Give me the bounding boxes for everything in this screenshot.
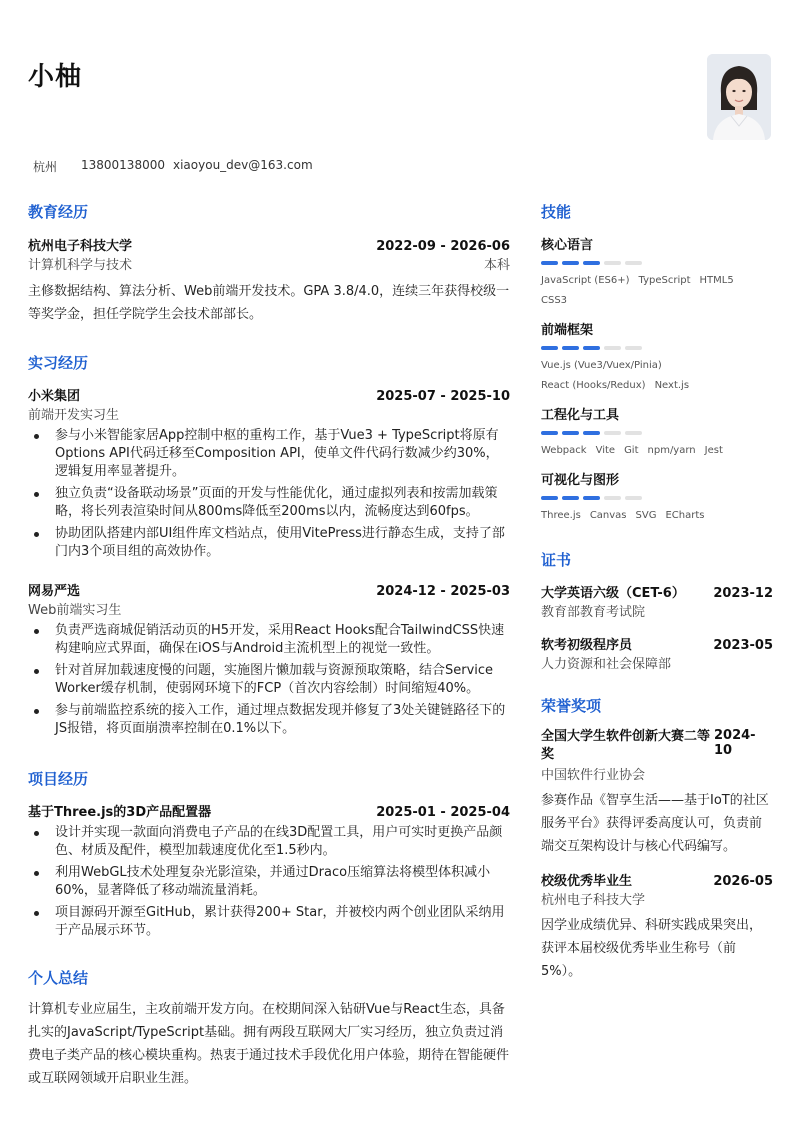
internship-company: 网易严选 — [28, 584, 81, 599]
main-column — [28, 200, 510, 1090]
skill-level-segment — [625, 431, 642, 435]
skill-level-segment — [583, 431, 600, 435]
skill-tags — [541, 506, 773, 526]
project-period: 2025-01 - 2025-04 — [376, 805, 510, 820]
skill-level-bar — [541, 431, 773, 435]
skill-tag: Git — [624, 445, 639, 456]
list-item: 设计并实现一款面向消费电子产品的在线3D配置工具，用户可实时更换产品颜色、材质及配件，模型加载速度优化至1.5秒内。 — [28, 824, 510, 860]
resume-name: 小柚 — [28, 62, 83, 92]
education-degree: 本科 — [483, 258, 510, 273]
skill-level-segment — [541, 496, 558, 500]
award-header — [541, 728, 773, 764]
contact-email: xiaoyou_dev@163.com — [173, 158, 313, 172]
skill-level-segment — [541, 431, 558, 435]
skill-tag: HTML5 — [699, 275, 734, 286]
award-name: 校级优秀毕业生 — [541, 874, 633, 889]
internship-bullets — [28, 427, 510, 561]
cert-item — [541, 634, 773, 672]
skill-level-segment — [583, 261, 600, 265]
award-header — [541, 870, 773, 889]
contact-city: 杭州 — [33, 160, 58, 174]
skill-group-name: 前端框架 — [541, 323, 594, 338]
skill-tag: Next.js — [654, 380, 690, 391]
internship-header — [28, 385, 510, 404]
list-item: 协助团队搭建内部UI组件库文档站点，使用VitePress进行静态生成，支持了部门内3个项目组的高效协作。 — [28, 525, 510, 561]
cert-item — [541, 582, 773, 620]
award-issuer: 中国软件行业协会 — [541, 768, 646, 783]
skill-tag: TypeScript — [638, 275, 691, 286]
award-name: 全国大学生软件创新大赛二等奖 — [541, 729, 711, 762]
cert-date: 2023-05 — [713, 638, 773, 653]
skill-level-segment — [562, 346, 579, 350]
cert-name: 大学英语六级（CET-6） — [541, 586, 685, 601]
skill-tags — [541, 356, 773, 396]
skill-group-name: 核心语言 — [541, 238, 594, 253]
side-column — [541, 200, 773, 983]
education-major: 计算机科学与技术 — [28, 258, 133, 273]
award-issuer: 杭州电子科技大学 — [541, 893, 646, 908]
internship-period: 2025-07 - 2025-10 — [376, 389, 510, 404]
internship-role: Web前端实习生 — [28, 603, 122, 618]
skill-tag: Vue.js (Vue3/Vuex/Pinia) — [541, 360, 662, 371]
skill-level-segment — [604, 261, 621, 265]
education-period: 2022-09 - 2026-06 — [376, 239, 510, 254]
education-subheader — [28, 254, 510, 273]
skill-tag: SVG — [635, 510, 657, 521]
skill-level-segment — [583, 346, 600, 350]
award-item — [541, 870, 773, 983]
internship-bullets — [28, 622, 510, 738]
project-header — [28, 801, 510, 820]
skill-level-segment — [625, 261, 642, 265]
skill-level-segment — [625, 346, 642, 350]
skill-level-segment — [583, 496, 600, 500]
cert-date: 2023-12 — [713, 586, 773, 601]
skill-level-bar — [541, 346, 773, 350]
skill-tag: Vite — [595, 445, 616, 456]
skill-level-segment — [604, 346, 621, 350]
project-title: 项目经历 — [28, 770, 89, 788]
education-title: 教育经历 — [28, 203, 89, 221]
internship-role: 前端开发实习生 — [28, 408, 120, 423]
skill-level-segment — [562, 261, 579, 265]
avatar-portrait-icon — [707, 54, 771, 140]
skill-tag: React (Hooks/Redux) — [541, 380, 646, 391]
skill-tag: Webpack — [541, 445, 587, 456]
skill-group — [541, 234, 773, 311]
internship-company: 小米集团 — [28, 389, 81, 404]
skill-level-segment — [541, 346, 558, 350]
award-date: 2026-05 — [713, 874, 773, 889]
profile-photo — [707, 54, 771, 140]
skill-tags — [541, 441, 773, 461]
education-header — [28, 235, 510, 254]
internship-item — [28, 385, 510, 561]
project-name: 基于Three.js的3D产品配置器 — [28, 805, 212, 820]
list-item: 利用WebGL技术处理复杂光影渲染，并通过Draco压缩算法将模型体积减小60%，显著降低了移动端流量消耗。 — [28, 864, 510, 900]
awards-title: 荣誉奖项 — [541, 697, 602, 715]
list-item: 项目源码开源至GitHub，累计获得200+ Star，并被校内两个创业团队采纳用于产品展示环节。 — [28, 904, 510, 940]
internship-header — [28, 580, 510, 599]
skill-tags — [541, 271, 773, 311]
skill-level-segment — [541, 261, 558, 265]
internship-period: 2024-12 - 2025-03 — [376, 584, 510, 599]
skill-tag: CSS3 — [541, 295, 568, 306]
skill-level-segment — [604, 431, 621, 435]
education-school: 杭州电子科技大学 — [28, 239, 133, 254]
skill-level-segment — [562, 431, 579, 435]
award-item — [541, 728, 773, 858]
cert-issuer: 人力资源和社会保障部 — [541, 657, 672, 672]
summary-title: 个人总结 — [28, 969, 89, 987]
skill-group — [541, 469, 773, 526]
education-desc: 主修数据结构、算法分析、Web前端开发技术。GPA 3.8/4.0，连续三年获得校级一等奖学金，担任学院学生会技术部部长。 — [28, 284, 510, 322]
award-desc: 参赛作品《智享生活——基于IoT的社区服务平台》获得评委高度认可，负责前端交互架构设计与核心代码编写。 — [541, 793, 769, 854]
skill-group-name: 工程化与工具 — [541, 408, 620, 423]
certs-title: 证书 — [541, 551, 572, 569]
skill-level-segment — [625, 496, 642, 500]
skill-level-bar — [541, 261, 773, 265]
skill-level-segment — [604, 496, 621, 500]
skill-group — [541, 319, 773, 396]
list-item: 针对首屏加载速度慢的问题，实施图片懒加载与资源预取策略，结合Service Worker缓存机制，使弱网环境下的FCP（首次内容绘制）时间缩短40%。 — [28, 662, 510, 698]
award-date: 2024-10 — [714, 728, 756, 758]
skill-tag: ECharts — [665, 510, 705, 521]
list-item: 参与前端监控系统的接入工作，通过埋点数据发现并修复了3处关键链路径下的JS报错，将页面崩溃率控制在0.1%以下。 — [28, 702, 510, 738]
contact-info — [33, 158, 313, 175]
skills-title: 技能 — [541, 203, 572, 221]
summary-text: 计算机专业应届生，主攻前端开发方向。在校期间深入钻研Vue与React生态，具备扎实的JavaScript/TypeScript基础。拥有两段互联网大厂实习经历，独立负责过消费电子类产品的核心模块重构。热衷于通过技术手段优化用户体验，期待在智能硬件或互联网领域开启职业生涯。 — [28, 1002, 510, 1086]
skill-group — [541, 404, 773, 461]
list-item: 负责严选商城促销活动页的H5开发，采用React Hooks配合TailwindCSS快速构建响应式界面，确保在iOS与Android主流机型上的视觉一致性。 — [28, 622, 510, 658]
skill-tag: Jest — [704, 445, 723, 456]
skill-group-name: 可视化与图形 — [541, 473, 620, 488]
skill-tag: JavaScript (ES6+) — [541, 275, 630, 286]
skill-tag: Three.js — [541, 510, 581, 521]
contact-phone: 13800138000 — [81, 158, 165, 172]
internship-item — [28, 580, 510, 738]
project-bullets — [28, 824, 510, 940]
cert-issuer: 教育部教育考试院 — [541, 605, 646, 620]
award-desc: 因学业成绩优异、科研实践成果突出，获评本届校级优秀毕业生称号（前5%）。 — [541, 918, 763, 979]
cert-name: 软考初级程序员 — [541, 638, 633, 653]
skill-tag: npm/yarn — [647, 445, 696, 456]
list-item: 参与小米智能家居App控制中枢的重构工作，基于Vue3 + TypeScript将原有Options API代码迁移至Composition API，使单文件代码行数减少约30%，逻辑复用率显著提升。 — [28, 427, 510, 481]
cert-header — [541, 582, 773, 601]
list-item: 独立负责“设备联动场景”页面的开发与性能优化，通过虚拟列表和按需加载策略，将长列表渲染时间从800ms降低至200ms以内，流畅度达到60fps。 — [28, 485, 510, 521]
internship-title: 实习经历 — [28, 354, 89, 372]
cert-header — [541, 634, 773, 653]
skill-tag: Canvas — [589, 510, 627, 521]
skill-level-bar — [541, 496, 773, 500]
skill-level-segment — [562, 496, 579, 500]
